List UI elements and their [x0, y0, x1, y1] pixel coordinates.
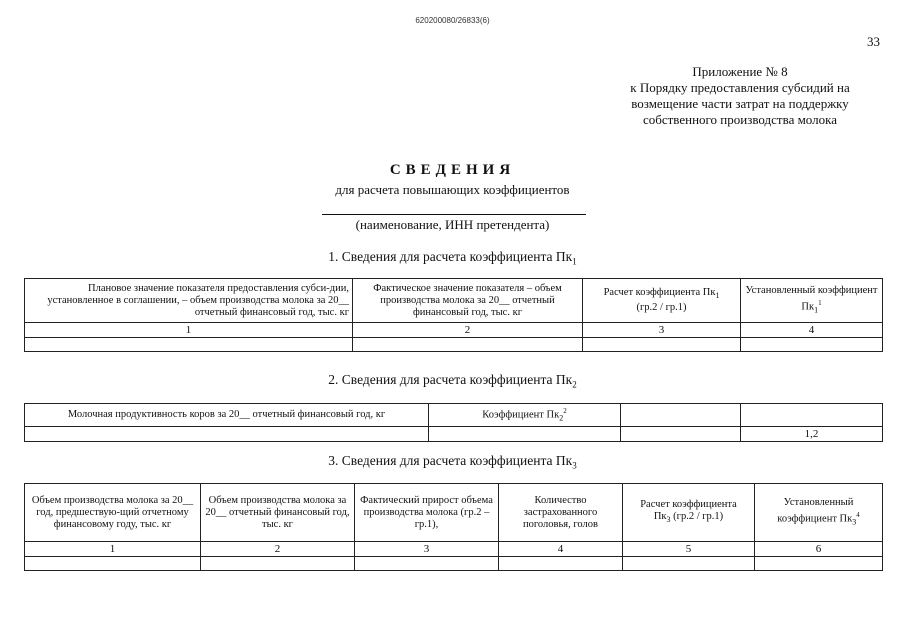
- section-3-title-text: 3. Сведения для расчета коэффициента Пк: [328, 453, 573, 468]
- page-number: 33: [867, 34, 880, 49]
- s1-cell-1[interactable]: [25, 338, 353, 352]
- s3-col2-header: Объем производства молока за 20__ отчетный финансовый год, тыс. кг: [201, 484, 355, 542]
- s3-col5-header: Расчет коэффициента $Пк_3$ (гр.2 / гр.1): [623, 484, 755, 542]
- s3-cell-4[interactable]: [499, 557, 623, 571]
- section-1-title-text: 1. Сведения для расчета коэффициента Пк: [328, 249, 573, 264]
- s3-cell-1[interactable]: [25, 557, 201, 571]
- annex-line-1: Приложение № 8: [692, 64, 788, 79]
- document-stamp: 620200080/26833(6): [415, 16, 490, 25]
- s1-col3-formula: (гр.2 / гр.1): [636, 302, 687, 314]
- section-2-table: [24, 403, 883, 442]
- s3-num-6: 6: [755, 542, 883, 557]
- s3-col5-text: Расчет коэффициента: [640, 498, 737, 510]
- annex-line-4: собственного производства молока: [642, 112, 838, 127]
- table-header-row: [25, 279, 883, 323]
- s3-num-5: 5: [623, 542, 755, 557]
- section-2-title-sub: 2: [572, 379, 577, 390]
- s3-col1-header: Объем производства молока за 20__ год, предшествую-щий отчетному финансовому году, тыс. кг: [25, 484, 201, 542]
- s1-col1-header: Плановое значение показателя предоставления субси-дии, установленное в соглашении, – объем производства молока за 20__ отчетный финансовый год, тыс. кг: [25, 279, 353, 323]
- s1-col4-sub: 1: [814, 305, 819, 315]
- s3-col6-header: [755, 484, 883, 542]
- s1-num-1: 1: [25, 323, 353, 338]
- s1-cell-3[interactable]: [583, 338, 741, 352]
- s3-col6-text: Установленный коэффициент Пк: [777, 496, 854, 525]
- s3-col6-footnote: 4: [856, 510, 860, 519]
- applicant-fill-line: [322, 214, 586, 215]
- section-3-title: [0, 453, 905, 471]
- table-number-row: [25, 542, 883, 557]
- s2-col2-text: Коэффициент Пк: [482, 409, 560, 421]
- s3-col5-sub: 3: [666, 515, 671, 525]
- s3-col4-header: Количество застрахованного поголовья, голов: [499, 484, 623, 542]
- s3-cell-5[interactable]: [623, 557, 755, 571]
- s1-cell-2[interactable]: [353, 338, 583, 352]
- section-3-table: [24, 483, 883, 571]
- table-data-row: [25, 426, 883, 441]
- s2-cell-2[interactable]: [429, 426, 621, 441]
- section-2-title: [0, 372, 905, 390]
- s3-num-4: 4: [499, 542, 623, 557]
- annex-block: [560, 64, 905, 128]
- s3-cell-6[interactable]: [755, 557, 883, 571]
- s3-num-1: 1: [25, 542, 201, 557]
- s2-cell-1[interactable]: [25, 426, 429, 441]
- s3-num-2: 2: [201, 542, 355, 557]
- section-1-table: [24, 278, 883, 352]
- table-data-row: [25, 557, 883, 571]
- s1-num-3: 3: [583, 323, 741, 338]
- s3-col5-formula: (гр.2 / гр.1): [673, 510, 724, 522]
- s1-col4-footnote: 1: [818, 298, 822, 307]
- section-1-title-sub: 1: [572, 256, 577, 267]
- s1-col2-header: Фактическое значение показателя – объем производства молока за 20__ отчетный финансовый год, тыс. кг: [353, 279, 583, 323]
- s1-col4-text: Установленный коэффициент Пк: [745, 284, 878, 313]
- s3-cell-3[interactable]: [355, 557, 499, 571]
- annex-line-2: к Порядку предоставления субсидий на: [630, 80, 850, 95]
- s1-col3-header: [583, 279, 741, 323]
- s2-col2-footnote: 2: [563, 407, 567, 415]
- s2-col4-header: [741, 404, 883, 427]
- table-number-row: [25, 323, 883, 338]
- s3-cell-2[interactable]: [201, 557, 355, 571]
- s2-coefficient-value: 1,2: [741, 426, 883, 441]
- annex-line-3: возмещение части затрат на поддержку: [631, 96, 849, 111]
- s1-num-2: 2: [353, 323, 583, 338]
- table-header-row: [25, 404, 883, 427]
- s2-col2-sub: 2: [559, 413, 564, 423]
- s1-cell-4[interactable]: [741, 338, 883, 352]
- s1-col3-sub: 1: [715, 291, 720, 301]
- table-data-row: [25, 338, 883, 352]
- s2-col1-header: Молочная продуктивность коров за 20__ отчетный финансовый год, кг: [25, 404, 429, 427]
- s2-cell-3[interactable]: [621, 426, 741, 441]
- table-header-row: [25, 484, 883, 542]
- applicant-fill-caption: (наименование, ИНН претендента): [355, 217, 550, 232]
- s1-col3-text: Расчет коэффициента Пк: [603, 286, 716, 298]
- s2-col2-header: [429, 404, 621, 427]
- s1-num-4: 4: [741, 323, 883, 338]
- section-1-title: [0, 249, 905, 267]
- document-subtitle: для расчета повышающих коэффициентов: [335, 182, 570, 197]
- s3-col3-header: Фактический прирост объема производства молока (гр.2 – гр.1),: [355, 484, 499, 542]
- s1-col4-header: [741, 279, 883, 323]
- s3-col6-sub: 3: [852, 517, 857, 527]
- section-2-title-text: 2. Сведения для расчета коэффициента Пк: [328, 372, 573, 387]
- s2-col3-header: [621, 404, 741, 427]
- document-title: СВЕДЕНИЯ: [389, 162, 516, 178]
- s3-num-3: 3: [355, 542, 499, 557]
- section-3-title-sub: 3: [572, 460, 577, 471]
